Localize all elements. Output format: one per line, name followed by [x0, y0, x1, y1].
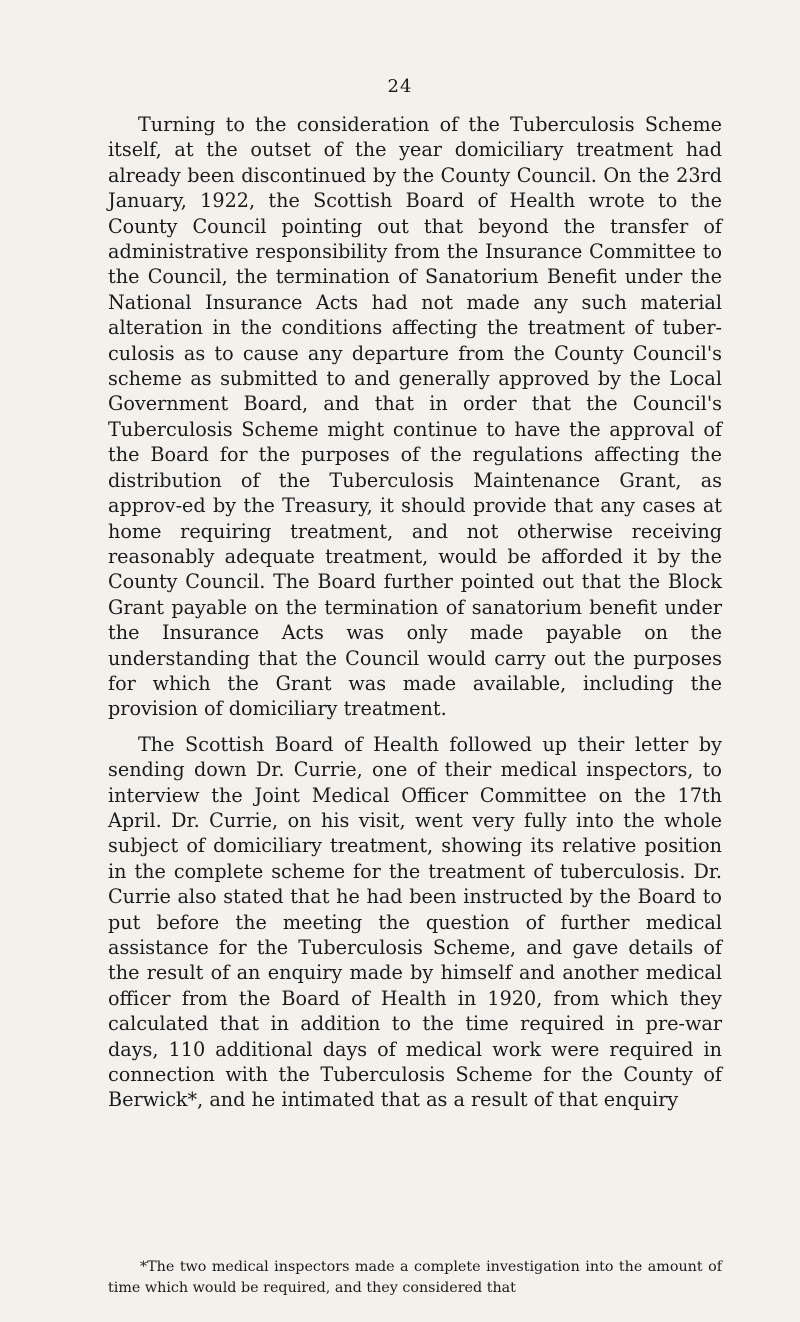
- paragraph-tuberculosis-scheme: Turning to the consideration of the Tuberculosis Scheme itself, at the outset of the year domiciliary treatment had already been discontinued by the County Council. On the 23rd January, 1922, the Scottish Board of Health wrote to the County Council pointing out that beyond the transfer of administrative responsibility from the Insurance Committee to the Council, the termination of Sanatorium Benefit under the National Insurance Acts had not made any such material alteration in the conditions affecting the treatment of tuber-culosis as to cause any departure from the County Council's scheme as submitted to and generally approved by the Local Government Board, and that in order that the Council's Tuberculosis Scheme might continue to have the approval of the Board for the purposes of the regulations affecting the distribution of the Tuberculosis Maintenance Grant, as approv-ed by the Treasury, it should provide that any cases at home requiring treatment, and not otherwise receiving reasonably adequate treatment, would be afforded it by the County Council. The Board further pointed out that the Block Grant payable on the termination of sanatorium benefit under the Insurance Acts was only made payable on the understanding that the Council would carry out the purposes for which the Grant was made available, including the provision of domiciliary treatment.: [108, 113, 722, 721]
- footnote: *The two medical inspectors made a complete investigation into the amount of time which would be required, and they considered that: [108, 1259, 722, 1296]
- body-text: [108, 112, 722, 1113]
- page-number: 24: [387, 76, 413, 97]
- paragraph-board-of-health-visit: The Scottish Board of Health followed up their letter by sending down Dr. Currie, one of their medical inspectors, to interview the Joint Medical Officer Committee on the 17th April. Dr. Currie, on his visit, went very fully into the whole subject of domiciliary treatment, showing its relative position in the complete scheme for the treatment of tuberculosis. Dr. Currie also stated that he had been instructed by the Board to put before the meeting the question of further medical assistance for the Tuberculosis Scheme, and gave details of the result of an enquiry made by himself and another medical officer from the Board of Health in 1920, from which they calculated that in addition to the time required in pre-war days, 110 additional days of medical work were required in connection with the Tuberculosis Scheme for the County of Berwick*, and he intimated that as a result of that enquiry: [108, 732, 722, 1112]
